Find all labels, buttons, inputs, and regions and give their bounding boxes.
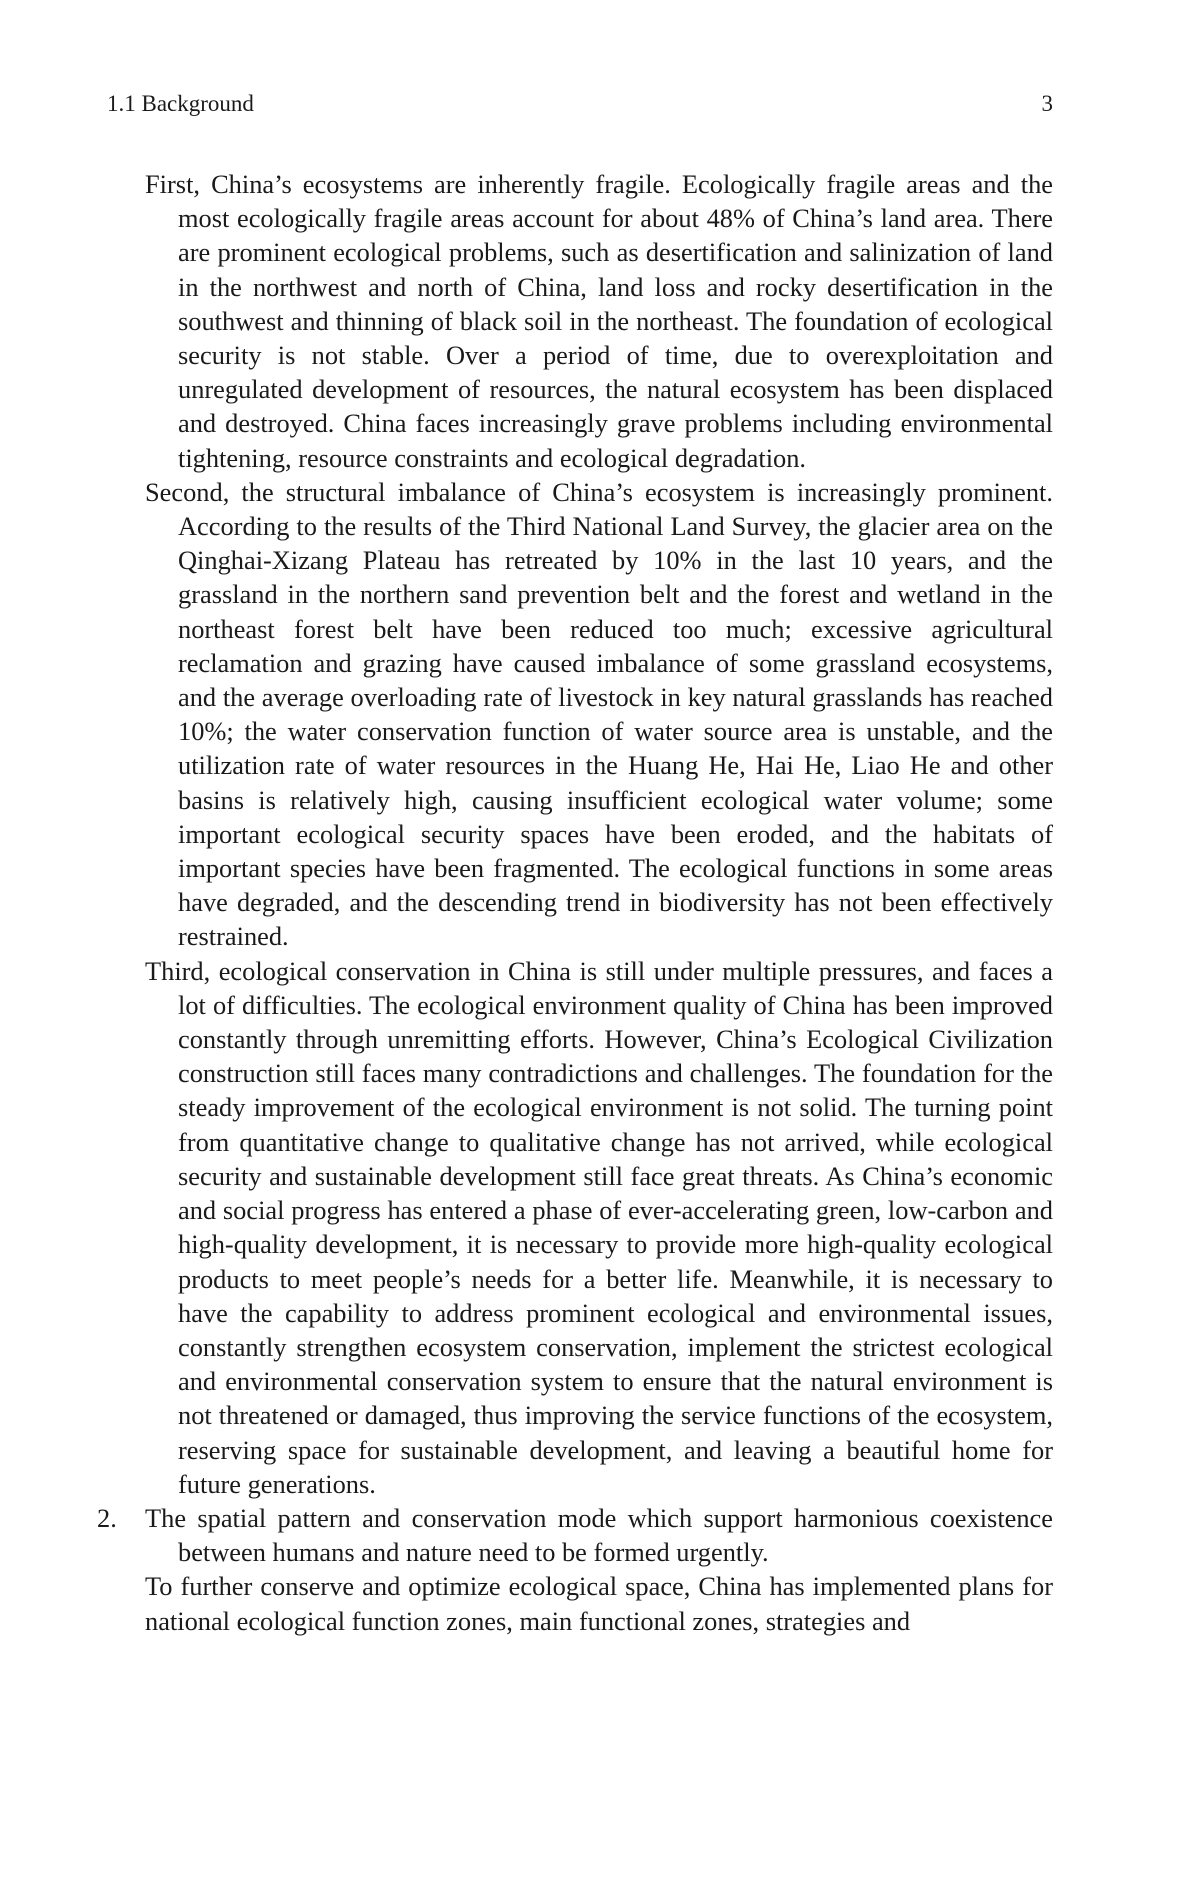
section-title: 1.1 Background bbox=[107, 91, 254, 116]
paragraph-second: Second, the structural imbalance of China’s ecosystem is increasingly prominent. According to the results of the Third National Land Survey, the glacier area on the Qinghai-Xizang Plateau has retreated by 10% in the last 10 years, and the grassland in the northern sand prevention belt and the forest and wetland in the northeast forest belt have been reduced too much; excessive agricultural reclamation and grazing have caused imbalance of some grassland ecosystems, and the average overloading rate of livestock in key natural grasslands has reached 10%; the water conservation function of water source area is unstable, and the utilization rate of water resources in the Huang He, Hai He, Liao He and other basins is relatively high, causing insufficient ecological water volume; some important ecological security spaces have been eroded, and the habitats of important species have been fragmented. The ecological functions in some areas have degraded, and the descending trend in biodiversity has not been effectively restrained. bbox=[145, 476, 1053, 952]
paragraph-first: First, China’s ecosystems are inherently fragile. Ecologically fragile areas and the most ecologically fragile areas account for about 48% of China’s land area. There are prominent ecological problems, such as desertification and salinization of land in the northwest and north of China, land loss and rocky desertification in the southwest and thinning of black soil in the northeast. The foundation of ecological security is not stable. Over a period of time, due to overexploitation and unregulated development of resources, the natural ecosystem has been displaced and destroyed. China faces increasingly grave problems including environmental tightening, resource constraints and ecological degradation. bbox=[145, 169, 1053, 473]
page-number: 3 bbox=[1041, 91, 1053, 116]
paragraph-third: Third, ecological conservation in China is still under multiple pressures, and faces a lot of difficulties. The ecological environment quality of China has been improved constantly through unremitting efforts. However, China’s Ecological Civilization construction still faces many contradictions and challenges. The foundation for the steady improvement of the ecological environment is not solid. The turning point from quantitative change to qualitative change has not arrived, while ecological security and sustainable development still face great threats. As China’s economic and social progress has entered a phase of ever-accelerating green, low-carbon and high-quality development, it is necessary to provide more high-quality ecological products to meet people’s needs for a better life. Meanwhile, it is necessary to have the capability to address prominent ecological and environmental issues, constantly strengthen ecosystem conservation, implement the strictest ecological and environmental conservation system to ensure that the natural environment is not threatened or damaged, thus improving the service functions of the ecosystem, reserving space for sustainable development, and leaving a beautiful home for future generations. bbox=[145, 955, 1053, 1499]
paragraph-continuation: To further conserve and optimize ecological space, China has implemented plans for national ecological function zones, main functional zones, strategies and bbox=[145, 1571, 1053, 1636]
list-number: 2. bbox=[97, 1502, 117, 1533]
body-text bbox=[97, 167, 1053, 1638]
list-item-2 bbox=[97, 1501, 1053, 1569]
list-item-text: The spatial pattern and conservation mode which support harmonious coexistence between humans and nature need to be formed urgently. bbox=[145, 1502, 1053, 1568]
